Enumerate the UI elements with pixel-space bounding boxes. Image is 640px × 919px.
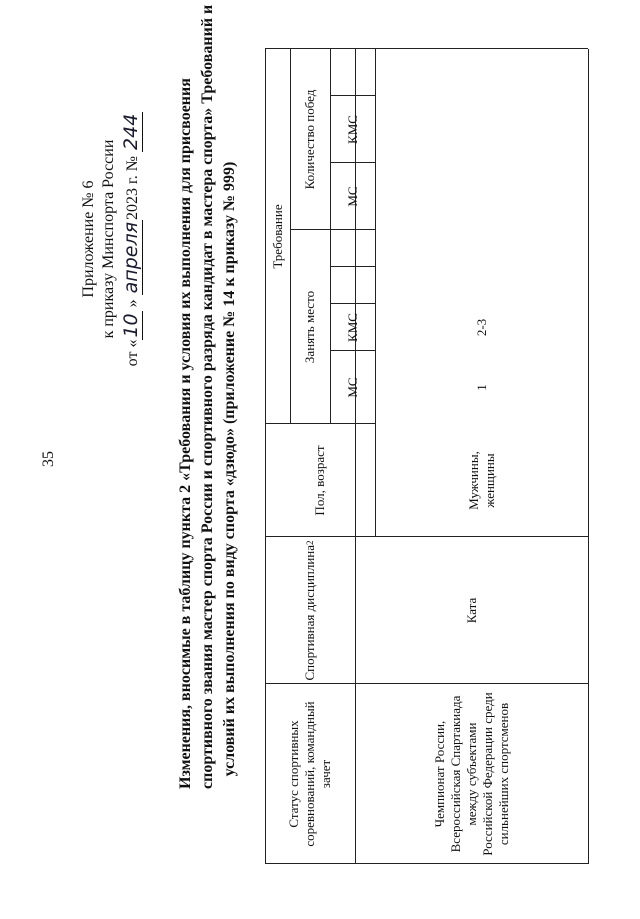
order-number (120, 112, 143, 152)
header-discipline-label: Спортивная дисциплина (302, 544, 317, 681)
date-mid: » (124, 299, 141, 308)
appendix-number: Приложение № 6 (80, 180, 97, 298)
header-status: Статус спортивных соревнований, командный зачет (286, 701, 333, 847)
header-discipline (265, 537, 355, 684)
appendix-date-line (120, 59, 143, 419)
footnote-marker: 2 (305, 540, 315, 545)
requirements-table (265, 49, 588, 864)
cell-gender-age: Мужчины, женщины (465, 451, 497, 510)
date-prefix: от « (124, 339, 141, 367)
header-wins-ms: МС (344, 186, 360, 207)
date-day-value: 10 (120, 313, 142, 338)
date-day (120, 311, 143, 339)
date-month (120, 220, 143, 295)
conditions-placeholder (570, 41, 582, 537)
cell-place-ms: 1 (473, 384, 489, 391)
date-month-value: апреля (120, 221, 142, 294)
cell-discipline: Ката (463, 597, 479, 624)
order-number-value: 244 (120, 113, 142, 150)
header-place: Занять место (302, 290, 317, 364)
document-heading (175, 4, 241, 789)
heading-line-3: условий их выполнения по виду спорта «дзюдо» (приложение № 14 к приказу № 999) (221, 161, 238, 777)
header-place-kms: КМС (344, 313, 360, 342)
date-year: 2023 г. № (124, 155, 141, 220)
heading-line-1: Изменения, вносимые в таблицу пункта 2 «Требования и условия их выполнения для присвоения (177, 78, 194, 789)
header-place-ms: МС (344, 377, 360, 398)
cell-place-kms: 2-3 (473, 318, 489, 337)
cell-status: Чемпионат России, Всероссийская Спартакиада между субъектами Российской Федерации среди сильнейших спортсменов (431, 692, 511, 856)
page-number: 35 (40, 451, 57, 467)
conditions-text (375, 521, 387, 537)
header-requirement: Требование (269, 204, 285, 269)
header-gender-age: Пол, возраст (312, 445, 327, 516)
appendix-order-ref: к приказу Минспорта России (100, 139, 117, 339)
header-wins-kms: КМС (344, 115, 360, 144)
heading-line-2: спортивного звания мастер спорта России и спортивного разряда кандидат в мастера спорта» Требований и (199, 4, 216, 789)
header-wins: Количество побед (302, 89, 317, 190)
